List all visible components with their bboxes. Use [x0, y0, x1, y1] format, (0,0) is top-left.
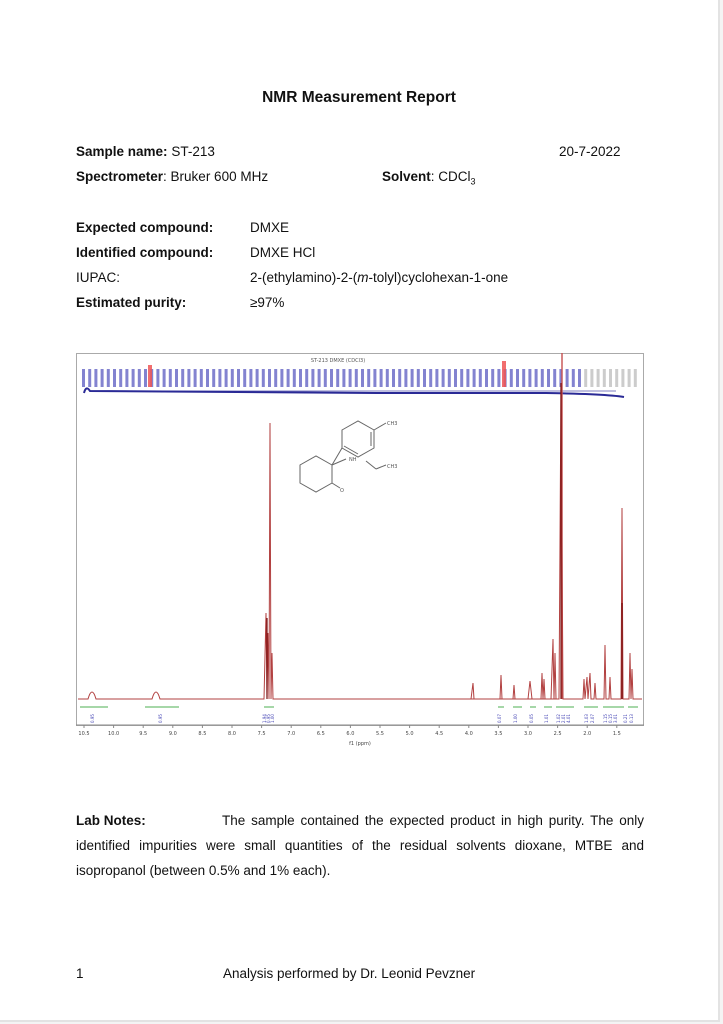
- svg-text:1.01: 1.01: [544, 714, 549, 723]
- svg-text:10.5: 10.5: [78, 731, 90, 737]
- svg-text:9.0: 9.0: [168, 731, 177, 737]
- svg-text:8.0: 8.0: [228, 731, 236, 737]
- svg-text:7.0: 7.0: [287, 731, 296, 737]
- solvent-subscript: 3: [470, 176, 476, 187]
- spectrometer-label: Spectrometer: [76, 169, 164, 184]
- iupac-part: -tolyl)cyclohexan-1-one: [368, 270, 509, 285]
- nmr-spectrum-figure: [76, 353, 644, 758]
- svg-text:4.0: 4.0: [464, 731, 473, 737]
- svg-text:0.15: 0.15: [608, 714, 613, 723]
- svg-text:3.0: 3.0: [524, 731, 532, 737]
- svg-text:2.07: 2.07: [590, 714, 595, 723]
- page-number: 1: [76, 966, 84, 981]
- report-title: NMR Measurement Report: [262, 89, 456, 106]
- svg-text:3.01: 3.01: [613, 714, 618, 723]
- svg-text:0.95: 0.95: [158, 714, 163, 723]
- expected-compound-label: Expected compound:: [76, 220, 214, 235]
- x-axis-ticks: [78, 725, 620, 737]
- identified-compound-label: Identified compound:: [76, 245, 214, 260]
- svg-text:1.00: 1.00: [270, 714, 275, 723]
- svg-text:0.07: 0.07: [497, 714, 502, 723]
- svg-text:4.5: 4.5: [435, 731, 444, 737]
- solvent-value: : CDCl: [430, 169, 471, 184]
- svg-text:1.94: 1.94: [262, 714, 267, 723]
- ch3-label-bottom: CH3: [387, 464, 398, 470]
- sample-name-label: Sample name:: [76, 144, 168, 159]
- svg-text:0.95: 0.95: [266, 714, 271, 723]
- svg-text:5.5: 5.5: [376, 731, 384, 737]
- svg-text:7.5: 7.5: [257, 731, 266, 737]
- nmr-spectrum-chart: [76, 353, 644, 758]
- lab-notes-label: Lab Notes:: [76, 813, 146, 828]
- svg-text:0.95: 0.95: [90, 714, 95, 723]
- svg-text:2.01: 2.01: [561, 714, 566, 723]
- report-date: 20-7-2022: [559, 144, 621, 159]
- identified-compound-value: DMXE HCl: [250, 245, 316, 260]
- iupac-label: IUPAC:: [76, 270, 121, 285]
- svg-text:6.0: 6.0: [346, 731, 355, 737]
- solvent-row: [382, 169, 476, 187]
- svg-text:1.5: 1.5: [612, 731, 621, 737]
- oxygen-label: O: [340, 488, 344, 494]
- solvent-label: Solvent: [382, 169, 431, 184]
- svg-text:1.15: 1.15: [603, 714, 608, 723]
- performed-by: Analysis performed by Dr. Leonid Pevzner: [223, 966, 476, 981]
- sample-name-value: ST-213: [171, 144, 215, 159]
- svg-text:9.5: 9.5: [139, 731, 148, 737]
- svg-text:2.5: 2.5: [553, 731, 562, 737]
- svg-text:3.5: 3.5: [494, 731, 503, 737]
- purity-value: ≥97%: [250, 295, 285, 310]
- iupac-italic: m: [357, 270, 369, 285]
- expected-compound-value: DMXE: [250, 220, 290, 235]
- lab-notes: [76, 808, 644, 883]
- spectrometer-value: : Bruker 600 MHz: [163, 169, 269, 184]
- svg-text:6.5: 6.5: [316, 731, 325, 737]
- svg-text:0.13: 0.13: [629, 714, 634, 723]
- svg-text:10.0: 10.0: [108, 731, 120, 737]
- purity-label: Estimated purity:: [76, 295, 187, 310]
- svg-text:1.03: 1.03: [584, 714, 589, 723]
- spectrometer-row: [76, 169, 268, 184]
- sample-name-row: [76, 144, 215, 159]
- svg-text:1.02: 1.02: [556, 714, 561, 723]
- iupac-part: 2-(ethylamino)-2-(: [250, 270, 358, 285]
- svg-text:2.0: 2.0: [583, 731, 592, 737]
- svg-text:1.00: 1.00: [513, 714, 518, 723]
- svg-text:4.01: 4.01: [566, 714, 571, 723]
- spectrum-title: ST-213 DMXE (CDCl3): [310, 358, 366, 364]
- svg-text:8.5: 8.5: [198, 731, 207, 737]
- svg-text:0.21: 0.21: [623, 714, 628, 723]
- x-axis-label: f1 (ppm): [349, 741, 371, 747]
- ch3-label-top: CH3: [387, 421, 398, 427]
- nh-label: NH: [349, 457, 357, 463]
- lab-notes-text: The sample contained the expected product in high purity. The only identified impurities were small quantities of the residual solvents dioxane, MTBE and isopropanol (between 0.5% and 1% each).: [76, 813, 644, 878]
- svg-text:0.05: 0.05: [529, 714, 534, 723]
- svg-text:5.0: 5.0: [405, 731, 414, 737]
- iupac-value: [250, 270, 508, 285]
